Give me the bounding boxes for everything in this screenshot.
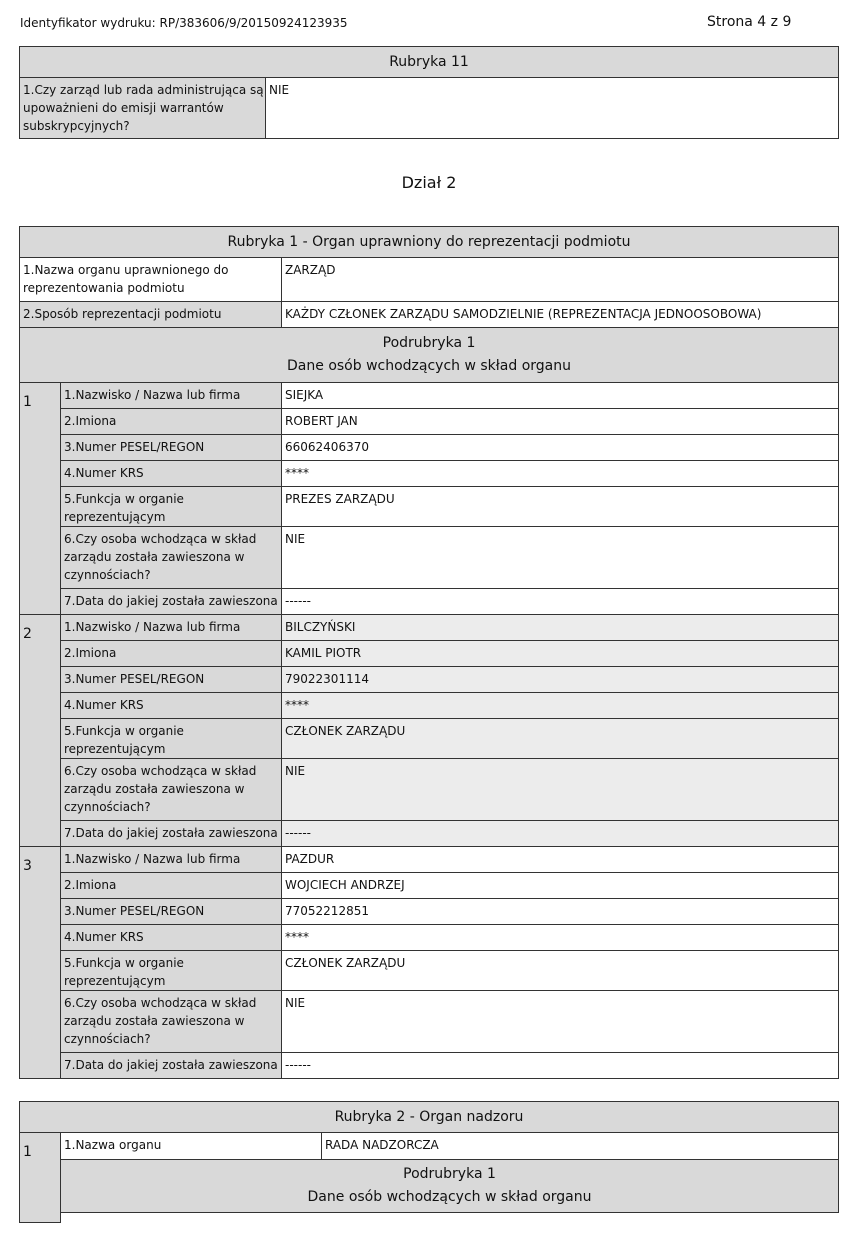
suspended-date-value: ------ [282, 821, 839, 847]
function-value: PREZES ZARZĄDU [282, 487, 839, 527]
rubryka-2-table [19, 1101, 839, 1223]
krs-value: **** [282, 925, 839, 951]
organ-name-value: RADA NADZORCZA [322, 1133, 839, 1160]
krs-value: **** [282, 461, 839, 487]
subsection-title-line1: Podrubryka 1 [382, 335, 476, 351]
rubryka-1-title: Rubryka 1 - Organ uprawniony do reprezentacji podmiotu [20, 227, 839, 258]
surname-value: SIEJKA [282, 383, 839, 409]
subsection-title-line2: Dane osób wchodzących w skład organu [307, 1189, 592, 1205]
suspended-value: NIE [282, 991, 839, 1053]
subsection-title [20, 328, 839, 383]
organ-name-label: 1.Nazwa organu [61, 1133, 322, 1160]
suspended-date-label: 7.Data do jakiej została zawieszona [61, 589, 282, 615]
person-number: 1 [20, 383, 61, 615]
suspended-date-value: ------ [282, 589, 839, 615]
org-name-label: 1.Nazwa organu uprawnionego do reprezentowania podmiotu [20, 258, 282, 302]
subsection-title-line2: Dane osób wchodzących w skład organu [287, 358, 571, 374]
suspended-label: 6.Czy osoba wchodząca w skład zarządu została zawieszona w czynnościach? [61, 759, 282, 821]
names-value: KAMIL PIOTR [282, 641, 839, 667]
names-label: 2.Imiona [61, 873, 282, 899]
krs-label: 4.Numer KRS [61, 461, 282, 487]
names-label: 2.Imiona [61, 641, 282, 667]
surname-label: 1.Nazwisko / Nazwa lub firma [61, 383, 282, 409]
names-value: ROBERT JAN [282, 409, 839, 435]
section-heading: Dział 2 [401, 173, 457, 192]
krs-value: **** [282, 693, 839, 719]
krs-label: 4.Numer KRS [61, 693, 282, 719]
representation-value: KAŻDY CZŁONEK ZARZĄDU SAMODZIELNIE (REPREZENTACJA JEDNOOSOBOWA) [282, 302, 839, 328]
rubryka-11-title: Rubryka 11 [20, 47, 839, 78]
rubryka-11-table [19, 46, 839, 139]
person-number: 3 [20, 847, 61, 1079]
print-identifier: Identyfikator wydruku: RP/383606/9/20150924123935 [20, 16, 348, 30]
rubryka-1-table [19, 226, 839, 1079]
surname-value: PAZDUR [282, 847, 839, 873]
suspended-value: NIE [282, 527, 839, 589]
surname-value: BILCZYŃSKI [282, 615, 839, 641]
person-number: 2 [20, 615, 61, 847]
function-label: 5.Funkcja w organie reprezentującym [61, 951, 282, 991]
function-label: 5.Funkcja w organie reprezentującym [61, 719, 282, 759]
function-label: 5.Funkcja w organie reprezentującym [61, 487, 282, 527]
page-number: Strona 4 z 9 [707, 14, 792, 30]
suspended-date-label: 7.Data do jakiej została zawieszona [61, 1053, 282, 1079]
names-label: 2.Imiona [61, 409, 282, 435]
surname-label: 1.Nazwisko / Nazwa lub firma [61, 847, 282, 873]
rubryka-2-title: Rubryka 2 - Organ nadzoru [20, 1102, 839, 1133]
suspended-label: 6.Czy osoba wchodząca w skład zarządu została zawieszona w czynnościach? [61, 527, 282, 589]
function-value: CZŁONEK ZARZĄDU [282, 951, 839, 991]
organ-number: 1 [20, 1133, 61, 1223]
suspended-value: NIE [282, 759, 839, 821]
pesel-label: 3.Numer PESEL/REGON [61, 899, 282, 925]
org-name-value: ZARZĄD [282, 258, 839, 302]
names-value: WOJCIECH ANDRZEJ [282, 873, 839, 899]
surname-label: 1.Nazwisko / Nazwa lub firma [61, 615, 282, 641]
suspended-label: 6.Czy osoba wchodząca w skład zarządu została zawieszona w czynnościach? [61, 991, 282, 1053]
suspended-date-value: ------ [282, 1053, 839, 1079]
pesel-value: 77052212851 [282, 899, 839, 925]
krs-label: 4.Numer KRS [61, 925, 282, 951]
suspended-date-label: 7.Data do jakiej została zawieszona [61, 821, 282, 847]
warrants-label: 1.Czy zarząd lub rada administrująca są upoważnieni do emisji warrantów subskrypcyjnych? [20, 78, 266, 139]
pesel-value: 66062406370 [282, 435, 839, 461]
pesel-label: 3.Numer PESEL/REGON [61, 667, 282, 693]
pesel-value: 79022301114 [282, 667, 839, 693]
warrants-value: NIE [266, 78, 839, 139]
pesel-label: 3.Numer PESEL/REGON [61, 435, 282, 461]
table-continuation [61, 1213, 839, 1223]
representation-label: 2.Sposób reprezentacji podmiotu [20, 302, 282, 328]
subsection-title-line1: Podrubryka 1 [403, 1166, 496, 1182]
function-value: CZŁONEK ZARZĄDU [282, 719, 839, 759]
subsection-title [61, 1160, 839, 1213]
